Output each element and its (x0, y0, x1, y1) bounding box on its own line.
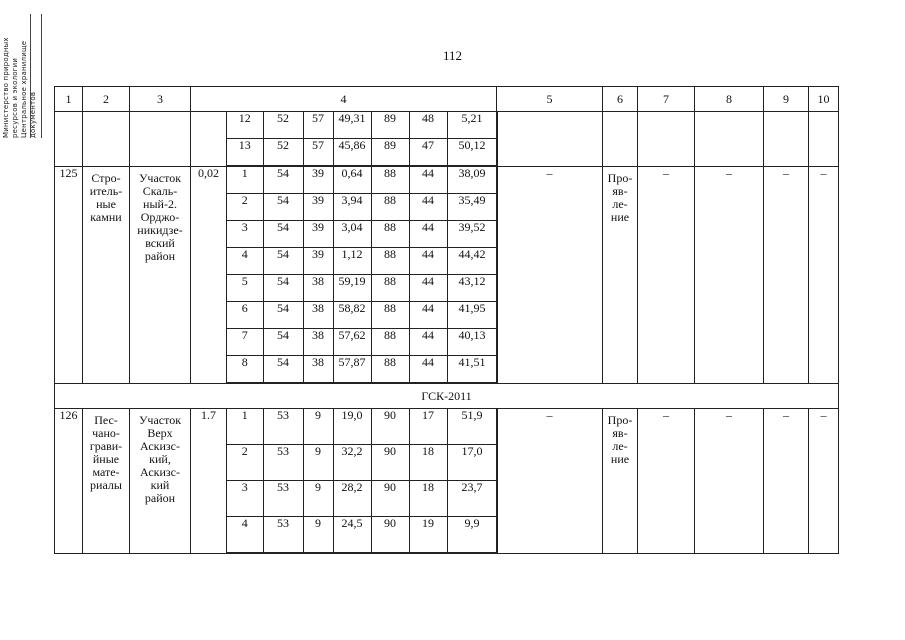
coord-cell: 38 (303, 329, 333, 356)
col5-value: – (497, 409, 603, 554)
coord-cell: 35,49 (447, 194, 497, 221)
coord-cell: 88 (371, 167, 409, 194)
coord-cell: 50,12 (447, 139, 497, 166)
location-line: Участок (138, 413, 182, 427)
coord-cell: 40,13 (447, 329, 497, 356)
coord-cell: 44 (409, 329, 447, 356)
location-line: район (144, 249, 176, 263)
coord-cell: 1,12 (333, 248, 371, 275)
coord-cell: 44 (409, 275, 447, 302)
location-line: Участок (138, 171, 182, 185)
coord-cell: 32,2 (333, 445, 371, 481)
stamp-line: документов (29, 91, 37, 138)
coord-cell: 88 (371, 248, 409, 275)
coord-cell: 17,0 (447, 445, 497, 481)
coord-cell: 9 (303, 481, 333, 517)
coord-cell: 89 (371, 112, 409, 139)
coord-cell: 44 (409, 356, 447, 383)
coord-cell: 44 (409, 221, 447, 248)
header-cell: 4 (191, 87, 497, 112)
coord-row (227, 221, 497, 248)
coord-cell: 54 (263, 167, 303, 194)
coord-row (227, 112, 497, 139)
coord-cell: 39,52 (447, 221, 497, 248)
coord-cell: 53 (263, 445, 303, 481)
col7-value: – (638, 409, 695, 554)
entry-number: 126 (55, 409, 83, 554)
coord-cell: 7 (227, 329, 263, 356)
coord-cell: 1 (227, 167, 263, 194)
location-line: Орджо- (140, 210, 180, 224)
material-line: чано- (92, 426, 120, 440)
coord-cell: 53 (263, 409, 303, 445)
coord-cell: 90 (371, 481, 409, 517)
coord-row (227, 445, 497, 481)
coord-subtable (227, 167, 498, 383)
material-line: ные (96, 197, 116, 211)
header-row (55, 87, 839, 112)
coord-cell: 38 (303, 302, 333, 329)
coord-subtable (227, 409, 498, 553)
coord-cell: 28,2 (333, 481, 371, 517)
material-line: итель- (89, 184, 123, 198)
header-cell: 8 (695, 87, 764, 112)
coord-cell: 45,86 (333, 139, 371, 166)
coord-cell: 6 (227, 302, 263, 329)
register-table (54, 86, 839, 554)
header-cell: 9 (764, 87, 809, 112)
header-cell: 3 (130, 87, 191, 112)
coord-cell: 0,64 (333, 167, 371, 194)
col5-value: – (497, 167, 603, 384)
area-value: 1.7 (191, 409, 227, 554)
coord-cell: 3 (227, 481, 263, 517)
page-number: 112 (443, 48, 463, 63)
coord-cell: 5 (227, 275, 263, 302)
coord-cell: 47 (409, 139, 447, 166)
status (603, 167, 638, 384)
coord-cell: 88 (371, 329, 409, 356)
location-line: никидзе- (137, 223, 183, 237)
coord-cell: 90 (371, 409, 409, 445)
coord-cell: 52 (263, 112, 303, 139)
register-table-wrap (54, 86, 838, 554)
coord-cell: 19,0 (333, 409, 371, 445)
coord-cell: 54 (263, 302, 303, 329)
coord-cell: 57 (303, 112, 333, 139)
location (130, 167, 191, 384)
location-line: кий, (149, 452, 171, 466)
coord-cell: 12 (227, 112, 263, 139)
coord-cell: 48 (409, 112, 447, 139)
location-line: Скаль- (142, 184, 178, 198)
coord-row (227, 275, 497, 302)
coord-cell: 44 (409, 302, 447, 329)
col10-value: – (809, 167, 839, 384)
location-line: Аскизс- (139, 439, 180, 453)
coord-cell: 38 (303, 356, 333, 383)
coord-row (227, 139, 497, 166)
coord-cell: 19 (409, 517, 447, 553)
coord-cell: 53 (263, 517, 303, 553)
coord-cell: 18 (409, 481, 447, 517)
stamp-line: Центральное хранилище (20, 40, 28, 138)
coord-row (227, 329, 497, 356)
coord-cell: 53 (263, 481, 303, 517)
coord-cell: 54 (263, 356, 303, 383)
coord-cell: 88 (371, 194, 409, 221)
status-line: ние (610, 210, 630, 224)
coord-cell: 39 (303, 194, 333, 221)
material-line: грави- (89, 439, 123, 453)
coord-cell: 52 (263, 139, 303, 166)
coord-cell: 3 (227, 221, 263, 248)
continuation-block (55, 112, 839, 167)
coord-cell: 5,21 (447, 112, 497, 139)
location-line: кий (150, 478, 170, 492)
coord-cell: 39 (303, 248, 333, 275)
col7-value: – (638, 167, 695, 384)
coord-cell: 3,04 (333, 221, 371, 248)
header-cell: 2 (83, 87, 130, 112)
coord-cell: 8 (227, 356, 263, 383)
status-line: ле- (612, 439, 628, 453)
coord-cell: 57,87 (333, 356, 371, 383)
location (130, 409, 191, 554)
coord-cell: 4 (227, 248, 263, 275)
col8-value: – (695, 167, 764, 384)
coord-row (227, 481, 497, 517)
coord-cell: 88 (371, 275, 409, 302)
coord-cell: 13 (227, 139, 263, 166)
status-line: Про- (607, 413, 633, 427)
archive-stamp (0, 14, 42, 138)
coord-cell: 88 (371, 221, 409, 248)
coord-row (227, 167, 497, 194)
entry-number: 125 (55, 167, 83, 384)
stamp-line: Министерство природных (2, 37, 10, 138)
coord-row (227, 302, 497, 329)
coord-row (227, 409, 497, 445)
coord-cell: 58,82 (333, 302, 371, 329)
material-type (83, 409, 130, 554)
coord-cell: 54 (263, 221, 303, 248)
status-line: яв- (612, 426, 628, 440)
material-line: камни (90, 210, 122, 224)
coord-subtable (227, 112, 498, 166)
status-line: яв- (612, 184, 628, 198)
coord-cell: 39 (303, 167, 333, 194)
section-title: ГСК-2011 (55, 384, 839, 409)
location-line: вский (145, 236, 175, 250)
coord-cell: 38,09 (447, 167, 497, 194)
material-line: Стро- (91, 171, 121, 185)
entry-125 (55, 167, 839, 384)
section-row (55, 384, 839, 409)
material-line: йные (92, 452, 120, 466)
header-cell: 1 (55, 87, 83, 112)
coord-cell: 54 (263, 329, 303, 356)
coord-cell: 24,5 (333, 517, 371, 553)
coord-cell: 44 (409, 167, 447, 194)
coord-cell: 59,19 (333, 275, 371, 302)
coord-cell: 41,95 (447, 302, 497, 329)
coord-cell: 1 (227, 409, 263, 445)
col10-value: – (809, 409, 839, 554)
coord-cell: 41,51 (447, 356, 497, 383)
coord-cell: 88 (371, 302, 409, 329)
coord-row (227, 356, 497, 383)
coord-cell: 90 (371, 517, 409, 553)
coord-cell: 9 (303, 409, 333, 445)
coord-cell: 88 (371, 356, 409, 383)
coord-cell: 2 (227, 194, 263, 221)
material-type (83, 167, 130, 384)
coord-cell: 54 (263, 248, 303, 275)
coord-cell: 17 (409, 409, 447, 445)
col9-value: – (764, 167, 809, 384)
header-cell: 10 (809, 87, 839, 112)
coord-cell: 44,42 (447, 248, 497, 275)
location-line: район (144, 491, 176, 505)
coord-cell: 9 (303, 517, 333, 553)
coord-cell: 51,9 (447, 409, 497, 445)
col9-value: – (764, 409, 809, 554)
coord-cell: 23,7 (447, 481, 497, 517)
location-line: Верх (147, 426, 173, 440)
status (603, 409, 638, 554)
coord-cell: 9 (303, 445, 333, 481)
status-line: ле- (612, 197, 628, 211)
coord-cell: 4 (227, 517, 263, 553)
coord-cell: 49,31 (333, 112, 371, 139)
coord-cell: 57 (303, 139, 333, 166)
status-line: ние (610, 452, 630, 466)
coord-cell: 44 (409, 248, 447, 275)
coord-cell: 38 (303, 275, 333, 302)
coord-cell: 44 (409, 194, 447, 221)
coord-cell: 9,9 (447, 517, 497, 553)
coord-row (227, 194, 497, 221)
coord-cell: 18 (409, 445, 447, 481)
area-value: 0,02 (191, 167, 227, 384)
coord-cell: 54 (263, 194, 303, 221)
coord-cell: 2 (227, 445, 263, 481)
location-line: ный-2. (143, 197, 177, 211)
material-line: риалы (90, 478, 122, 492)
coord-cell: 39 (303, 221, 333, 248)
status-line: Про- (607, 171, 633, 185)
coord-cell: 57,62 (333, 329, 371, 356)
header-cell: 7 (638, 87, 695, 112)
coord-cell: 89 (371, 139, 409, 166)
coord-row (227, 517, 497, 553)
coord-row (227, 248, 497, 275)
header-cell: 6 (603, 87, 638, 112)
location-line: Аскизс- (139, 465, 180, 479)
header-cell: 5 (497, 87, 603, 112)
coord-cell: 43,12 (447, 275, 497, 302)
coord-cell: 54 (263, 275, 303, 302)
material-line: Пес- (94, 413, 118, 427)
material-line: мате- (92, 465, 120, 479)
stamp-text (2, 14, 42, 138)
col8-value: – (695, 409, 764, 554)
entry-126 (55, 409, 839, 554)
coord-cell: 3,94 (333, 194, 371, 221)
stamp-line: ресурсов и экологии (11, 57, 19, 138)
coord-cell: 90 (371, 445, 409, 481)
